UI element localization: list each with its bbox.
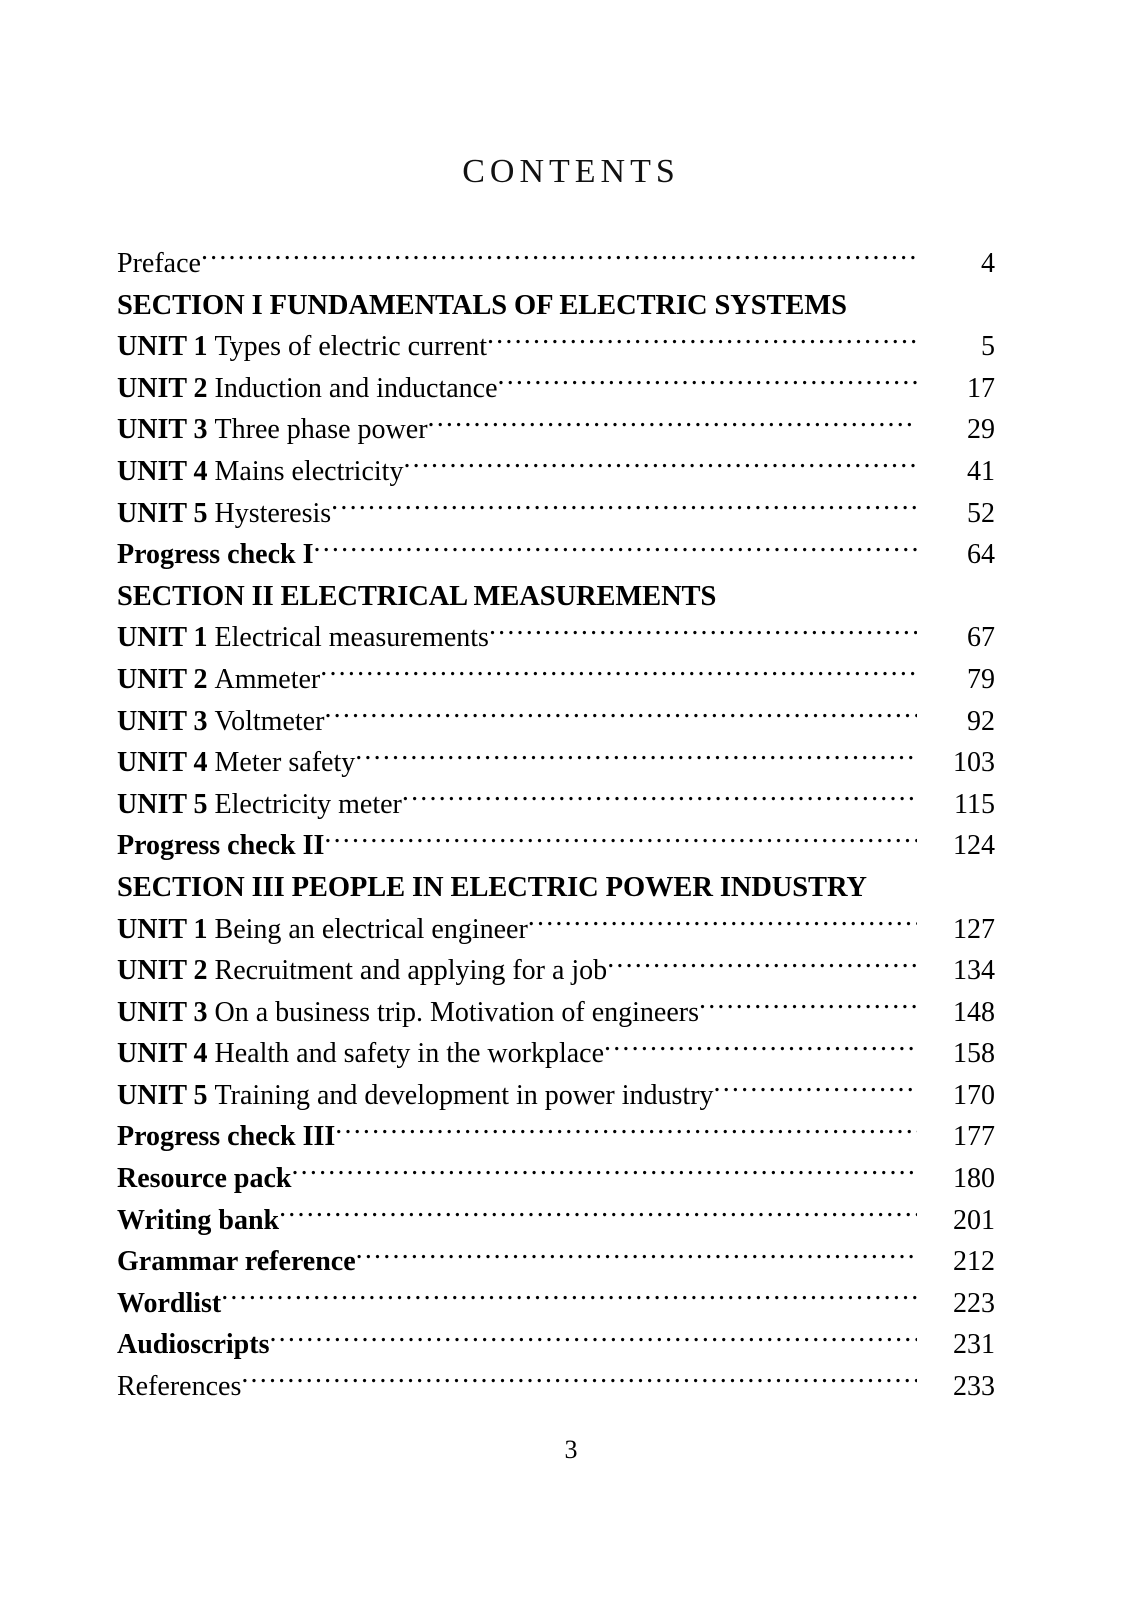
toc-entry-title: Preface <box>117 248 201 279</box>
toc-entry-page-number: 212 <box>953 1246 995 1278</box>
toc-entry-row[interactable] <box>117 825 995 867</box>
dot-leader <box>320 660 917 688</box>
toc-entry-label <box>117 1075 714 1117</box>
toc-entry-title: Training and development in power industry <box>214 1079 714 1111</box>
toc-entry-title: Voltmeter <box>214 705 325 737</box>
toc-entry-row[interactable] <box>117 243 995 285</box>
dot-leader <box>324 826 917 854</box>
toc-unit-tag: UNIT 4 <box>117 455 208 487</box>
toc-entry-page-number: 4 <box>981 248 995 279</box>
dot-leader <box>279 1201 917 1229</box>
toc-entry-title: Types of electric current <box>214 331 487 363</box>
toc-entry-title: Audioscripts <box>117 1329 270 1361</box>
toc-entry-row[interactable] <box>117 617 995 659</box>
toc-entry-page-number: 52 <box>967 497 995 529</box>
toc-entry-title: Electrical measurements <box>214 622 489 654</box>
toc-entry-title: Progress check III <box>117 1121 336 1153</box>
toc-entry-title: Electricity meter <box>214 788 402 820</box>
toc-entry-page-number: 201 <box>953 1204 995 1236</box>
toc-entry-row[interactable] <box>117 659 995 701</box>
dot-leader <box>489 618 917 646</box>
toc-entry-label <box>117 1283 221 1325</box>
toc-entry-title: Resource pack <box>117 1163 292 1195</box>
toc-entry-title: Grammar reference <box>117 1246 356 1278</box>
toc-unit-tag: UNIT 1 <box>117 622 208 654</box>
toc-entry-page-number: 231 <box>953 1329 995 1361</box>
dot-leader <box>269 1325 917 1353</box>
toc-entry-label <box>117 701 324 743</box>
toc-entry-label <box>117 1366 241 1408</box>
toc-entry-page-number: 79 <box>967 663 995 695</box>
toc-entry-row[interactable] <box>117 1200 995 1242</box>
dot-leader <box>314 535 918 563</box>
page-number-footer: 3 <box>564 1435 578 1464</box>
toc-entry-label <box>117 409 428 451</box>
toc-entry-page-number: 92 <box>967 705 995 737</box>
toc-entry-page-number: 127 <box>953 913 995 945</box>
dot-leader <box>714 1076 917 1104</box>
toc-entry-page-number: 67 <box>967 622 995 654</box>
toc-entry-page-number: 158 <box>953 1038 995 1070</box>
toc-entry-label <box>117 617 489 659</box>
toc-entry-title: On a business trip. Motivation of engineers <box>214 996 699 1028</box>
dot-leader <box>402 785 917 813</box>
toc-entry-label <box>117 825 324 867</box>
dot-leader <box>487 327 917 355</box>
toc-entry-label <box>117 659 320 701</box>
toc-unit-tag: UNIT 2 <box>117 955 208 987</box>
toc-unit-tag: UNIT 5 <box>117 1079 208 1111</box>
toc-entry-row[interactable] <box>117 1366 995 1408</box>
toc-entry-title: Progress check II <box>117 830 325 862</box>
toc-entry-label <box>117 451 403 493</box>
dot-leader <box>356 1242 917 1270</box>
toc-entry-page-number: 17 <box>967 372 995 404</box>
toc-entry-title: Recruitment and applying for a job <box>214 955 608 987</box>
toc-entry-title: Mains electricity <box>214 455 404 487</box>
toc-section-heading[interactable] <box>117 867 995 909</box>
section-heading-label: SECTION II ELECTRICAL MEASUREMENTS <box>117 580 717 612</box>
section-heading-label: SECTION III PEOPLE IN ELECTRIC POWER INDUSTRY <box>117 871 867 903</box>
dot-leader <box>607 951 917 979</box>
toc-entry-row[interactable] <box>117 1075 995 1117</box>
toc-entry-title: Wordlist <box>117 1287 222 1319</box>
toc-entry-title: Progress check I <box>117 539 314 571</box>
toc-entry-label <box>117 742 355 784</box>
toc-entry-page-number: 177 <box>953 1121 995 1153</box>
toc-entry-label <box>117 1241 356 1283</box>
toc-unit-tag: UNIT 1 <box>117 913 208 945</box>
toc-entry-label <box>117 909 528 951</box>
toc-entry-label <box>117 1033 604 1075</box>
toc-unit-tag: UNIT 4 <box>117 1038 208 1070</box>
toc-entry-row[interactable] <box>117 1283 995 1325</box>
toc-entry-label <box>117 1116 335 1158</box>
toc-entry-label <box>117 534 314 576</box>
toc-unit-tag: UNIT 5 <box>117 788 208 820</box>
toc-entry-title: Health and safety in the workplace <box>214 1038 605 1070</box>
toc-unit-tag: UNIT 3 <box>117 414 208 446</box>
toc-entry-label <box>117 326 487 368</box>
dot-leader <box>428 410 917 438</box>
dot-leader <box>355 743 917 771</box>
toc-entry-page-number: 41 <box>967 455 995 487</box>
dot-leader <box>291 1159 917 1187</box>
toc-entry-row[interactable] <box>117 409 995 451</box>
toc-entry-row[interactable] <box>117 1158 995 1200</box>
toc-entry-label <box>117 243 201 285</box>
toc-entry-row[interactable] <box>117 784 995 826</box>
toc-entry-page-number: 170 <box>953 1079 995 1111</box>
toc-entry-title: Being an electrical engineer <box>214 913 528 945</box>
dot-leader <box>528 910 917 938</box>
toc-entry-row[interactable] <box>117 326 995 368</box>
toc-entry-row[interactable] <box>117 909 995 951</box>
toc-entry-label <box>117 992 699 1034</box>
page-title: CONTENTS <box>462 153 680 190</box>
toc-entry-row[interactable] <box>117 742 995 784</box>
toc-entry-page-number: 134 <box>953 955 995 987</box>
toc-entry-page-number: 124 <box>953 830 995 862</box>
dot-leader <box>403 452 917 480</box>
toc-entry-title: References <box>117 1371 242 1403</box>
dot-leader <box>498 369 917 397</box>
toc-entry-row[interactable] <box>117 451 995 493</box>
toc-section-heading[interactable] <box>117 576 995 618</box>
toc-entry-label <box>117 493 331 535</box>
toc-entry-page-number: 115 <box>954 788 995 820</box>
toc-entry-page-number: 223 <box>953 1287 995 1319</box>
toc-entry-title: Ammeter <box>214 663 321 695</box>
toc-entry-row[interactable] <box>117 1324 995 1366</box>
toc-entry-title: Three phase power <box>214 414 428 446</box>
toc-entry-row[interactable] <box>117 534 995 576</box>
toc-entry-label <box>117 1324 269 1366</box>
toc-unit-tag: UNIT 2 <box>117 372 208 404</box>
toc-entry-row[interactable] <box>117 1116 995 1158</box>
dot-leader <box>604 1034 917 1062</box>
toc-entry-page-number: 180 <box>953 1163 995 1195</box>
table-of-contents-list <box>117 243 995 1408</box>
dot-leader <box>324 702 917 730</box>
toc-entry-row[interactable] <box>117 992 995 1034</box>
section-heading-label: SECTION I FUNDAMENTALS OF ELECTRIC SYSTEMS <box>117 289 847 321</box>
toc-unit-tag: UNIT 3 <box>117 996 208 1028</box>
dot-leader <box>331 494 917 522</box>
toc-entry-title: Induction and inductance <box>214 372 498 404</box>
toc-entry-page-number: 233 <box>953 1371 995 1403</box>
toc-entry-label <box>117 368 498 410</box>
toc-entry-title: Writing bank <box>117 1204 280 1236</box>
toc-entry-label <box>117 1200 279 1242</box>
toc-unit-tag: UNIT 2 <box>117 663 208 695</box>
toc-entry-row[interactable] <box>117 950 995 992</box>
toc-entry-title: Meter safety <box>214 747 356 779</box>
dot-leader <box>221 1284 917 1312</box>
toc-entry-page-number: 5 <box>981 331 995 363</box>
dot-leader <box>241 1367 917 1395</box>
toc-unit-tag: UNIT 3 <box>117 705 208 737</box>
toc-entry-row[interactable] <box>117 493 995 535</box>
toc-unit-tag: UNIT 4 <box>117 747 208 779</box>
dot-leader <box>201 244 917 272</box>
toc-entry-page-number: 103 <box>953 747 995 779</box>
toc-entry-label <box>117 950 607 992</box>
toc-entry-row[interactable] <box>117 368 995 410</box>
dot-leader <box>699 993 917 1021</box>
toc-entry-row[interactable] <box>117 701 995 743</box>
toc-entry-page-number: 148 <box>953 996 995 1028</box>
toc-entry-row[interactable] <box>117 1033 995 1075</box>
toc-entry-page-number: 29 <box>967 414 995 446</box>
toc-entry-label <box>117 784 402 826</box>
toc-entry-label <box>117 1158 291 1200</box>
toc-entry-page-number: 64 <box>967 539 995 571</box>
toc-entry-title: Hysteresis <box>214 497 332 529</box>
toc-section-heading[interactable] <box>117 285 995 327</box>
toc-entry-row[interactable] <box>117 1241 995 1283</box>
toc-unit-tag: UNIT 1 <box>117 331 208 363</box>
dot-leader <box>335 1117 917 1145</box>
toc-unit-tag: UNIT 5 <box>117 497 208 529</box>
